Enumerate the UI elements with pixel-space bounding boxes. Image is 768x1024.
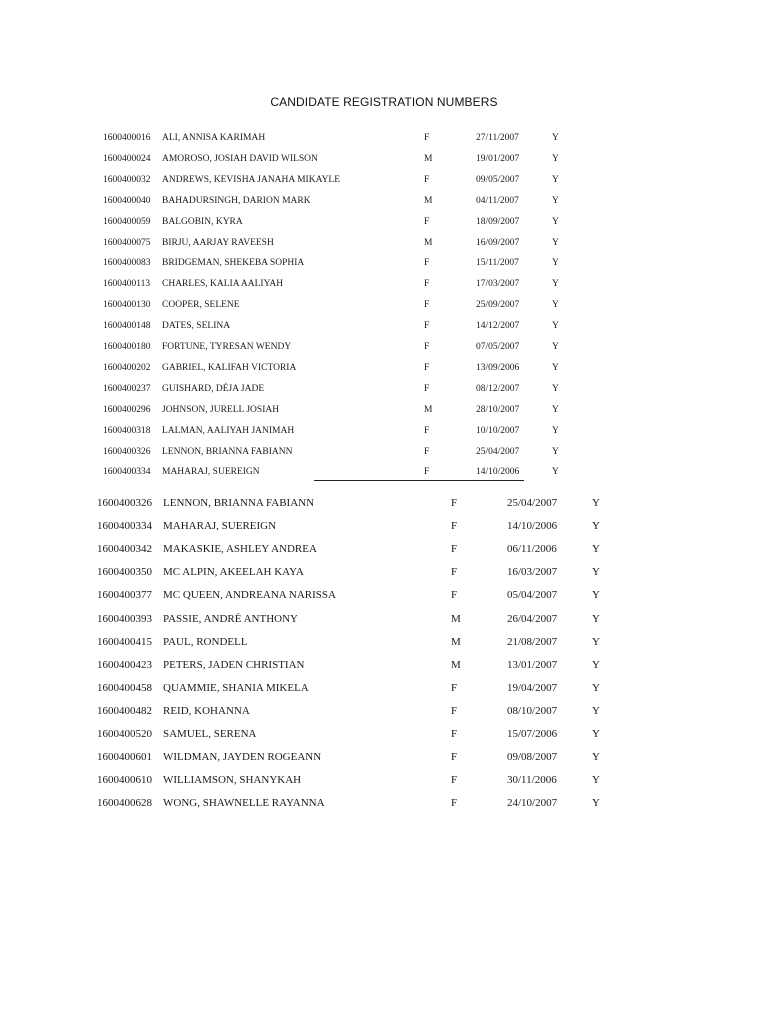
date-of-birth: 25/04/2007 <box>476 446 520 457</box>
candidate-name: ALI, ANNISA KARIMAH <box>162 133 266 143</box>
candidate-sex: F <box>424 133 430 143</box>
date-of-birth: 25/09/2007 <box>476 300 520 311</box>
registration-number: 1600400202 <box>103 362 151 373</box>
status-flag: Y <box>592 728 600 740</box>
registration-number: 1600400148 <box>103 321 151 332</box>
registration-number: 1600400059 <box>103 216 151 227</box>
date-of-birth: 21/08/2007 <box>507 635 558 648</box>
status-flag: Y <box>552 446 559 457</box>
date-of-birth: 13/09/2006 <box>476 362 520 373</box>
candidate-name: BIRJU, AARJAY RAVEESH <box>162 237 274 248</box>
candidate-name: GUISHARD, DÉJA JADE <box>162 383 265 394</box>
registration-number: 1600400350 <box>97 566 152 579</box>
candidate-name: PETERS, JADEN CHRISTIAN <box>163 658 305 671</box>
status-flag: Y <box>552 321 559 332</box>
status-flag: Y <box>552 404 559 415</box>
date-of-birth: 14/10/2006 <box>507 520 558 533</box>
candidate-sex: F <box>451 681 458 694</box>
status-flag: Y <box>552 425 559 436</box>
candidate-name: DATES, SELINA <box>162 321 231 332</box>
status-flag: Y <box>592 589 600 602</box>
candidate-name: LENNON, BRIANNA FABIANN <box>163 497 315 509</box>
candidate-sex: M <box>451 635 461 648</box>
candidate-sex: F <box>424 362 430 373</box>
status-flag: Y <box>552 237 559 248</box>
registration-number: 1600400326 <box>103 446 151 457</box>
candidate-name: MAHARAJ, SUEREIGN <box>163 520 277 533</box>
registration-number: 1600400130 <box>103 300 151 311</box>
status-flag: Y <box>552 133 559 143</box>
candidate-sex: F <box>451 797 458 810</box>
candidate-sex: F <box>424 425 430 436</box>
candidate-name: JOHNSON, JURELL JOSIAH <box>162 404 280 415</box>
candidate-name: MAKASKIE, ASHLEY ANDREA <box>163 543 317 556</box>
date-of-birth: 16/03/2007 <box>507 566 558 579</box>
date-of-birth: 08/12/2007 <box>476 383 520 394</box>
registration-number: 1600400024 <box>103 153 151 164</box>
candidate-sex: F <box>424 342 430 352</box>
candidate-sex: F <box>451 520 458 533</box>
candidate-sex: F <box>451 589 458 602</box>
registration-number: 1600400628 <box>97 797 152 810</box>
underline-rule <box>314 480 524 481</box>
candidate-sex: F <box>424 216 430 227</box>
candidate-sex: F <box>451 566 458 579</box>
candidate-sex: M <box>424 237 433 248</box>
registration-number: 1600400075 <box>103 237 151 248</box>
candidate-sex: M <box>424 404 433 415</box>
candidate-sex: F <box>424 279 430 290</box>
candidate-name: LENNON, BRIANNA FABIANN <box>162 446 293 457</box>
candidate-sex: F <box>424 467 430 478</box>
candidate-sex: F <box>424 174 430 185</box>
candidate-name: SAMUEL, SERENA <box>163 728 257 740</box>
date-of-birth: 09/08/2007 <box>507 751 558 764</box>
registration-number: 1600400296 <box>103 404 151 415</box>
page-title: CANDIDATE REGISTRATION NUMBERS <box>270 95 498 109</box>
date-of-birth: 17/03/2007 <box>476 279 520 290</box>
candidate-name: ANDREWS, KEVISHA JANAHA MIKAYLE <box>162 174 341 185</box>
registration-number: 1600400415 <box>97 635 152 648</box>
candidate-sex: F <box>424 321 430 332</box>
candidate-name: GABRIEL, KALIFAH VICTORIA <box>162 362 297 373</box>
date-of-birth: 15/07/2006 <box>507 728 558 740</box>
date-of-birth: 08/10/2007 <box>507 704 558 717</box>
candidate-name: BALGOBIN, KYRA <box>162 216 243 227</box>
candidate-sex: F <box>451 497 458 509</box>
candidate-name: LALMAN, AALIYAH JANIMAH <box>162 425 295 436</box>
date-of-birth: 18/09/2007 <box>476 216 520 227</box>
status-flag: Y <box>592 704 600 717</box>
candidate-sex: M <box>451 612 461 625</box>
date-of-birth: 28/10/2007 <box>476 404 520 415</box>
candidate-name: MC ALPIN, AKEELAH KAYA <box>163 566 304 579</box>
candidate-name: BAHADURSINGH, DARION MARK <box>162 195 311 206</box>
registration-number: 1600400326 <box>97 497 152 509</box>
date-of-birth: 07/05/2007 <box>476 342 520 352</box>
candidate-name: WONG, SHAWNELLE RAYANNA <box>163 797 325 810</box>
candidate-sex: F <box>424 446 430 457</box>
candidate-name: WILLIAMSON, SHANYKAH <box>163 774 302 787</box>
status-flag: Y <box>552 258 559 269</box>
status-flag: Y <box>552 216 559 227</box>
date-of-birth: 10/10/2007 <box>476 425 520 436</box>
candidate-name: MC QUEEN, ANDREANA NARISSA <box>163 589 336 602</box>
registration-number: 1600400083 <box>103 258 151 269</box>
candidate-name: MAHARAJ, SUEREIGN <box>162 467 260 478</box>
status-flag: Y <box>592 658 600 671</box>
status-flag: Y <box>592 751 600 764</box>
registration-number: 1600400423 <box>97 658 152 671</box>
date-of-birth: 19/04/2007 <box>507 681 558 694</box>
candidate-name: CHARLES, KALIA AALIYAH <box>162 279 284 290</box>
status-flag: Y <box>592 635 600 648</box>
candidate-sex: F <box>451 704 458 717</box>
date-of-birth: 19/01/2007 <box>476 153 520 164</box>
candidate-sex: F <box>424 258 430 269</box>
date-of-birth: 13/01/2007 <box>507 658 558 671</box>
date-of-birth: 09/05/2007 <box>476 174 520 185</box>
candidate-name: FORTUNE, TYRESAN WENDY <box>162 342 292 352</box>
registration-number: 1600400040 <box>103 195 151 206</box>
registration-number: 1600400458 <box>97 681 152 694</box>
status-flag: Y <box>552 174 559 185</box>
registration-number: 1600400601 <box>97 751 152 764</box>
candidate-name: BRIDGEMAN, SHEKEBA SOPHIA <box>162 258 305 269</box>
status-flag: Y <box>552 342 559 352</box>
status-flag: Y <box>592 681 600 694</box>
date-of-birth: 27/11/2007 <box>476 133 519 143</box>
status-flag: Y <box>592 566 600 579</box>
date-of-birth: 26/04/2007 <box>507 612 558 625</box>
candidate-name: COOPER, SELENE <box>162 300 240 311</box>
status-flag: Y <box>592 797 600 810</box>
status-flag: Y <box>552 467 559 478</box>
candidate-sex: M <box>424 195 433 206</box>
candidate-name: REID, KOHANNA <box>163 704 250 717</box>
date-of-birth: 16/09/2007 <box>476 237 520 248</box>
candidate-name: QUAMMIE, SHANIA MIKELA <box>163 681 309 694</box>
date-of-birth: 06/11/2006 <box>507 543 557 556</box>
registration-number: 1600400237 <box>103 383 151 394</box>
status-flag: Y <box>592 520 600 533</box>
status-flag: Y <box>552 362 559 373</box>
candidate-name: PAUL, RONDELL <box>163 635 248 648</box>
candidate-sex: F <box>424 383 430 394</box>
candidate-sex: F <box>451 728 458 740</box>
registration-number: 1600400334 <box>97 520 152 533</box>
date-of-birth: 05/04/2007 <box>507 589 558 602</box>
candidate-sex: M <box>451 658 461 671</box>
registration-number: 1600400342 <box>97 543 152 556</box>
registration-number: 1600400393 <box>97 612 152 625</box>
date-of-birth: 14/10/2006 <box>476 467 520 478</box>
registration-number: 1600400377 <box>97 589 152 602</box>
registration-number: 1600400113 <box>103 279 151 290</box>
candidate-name: AMOROSO, JOSIAH DAVID WILSON <box>162 153 318 164</box>
candidate-name: WILDMAN, JAYDEN ROGEANN <box>163 751 322 764</box>
date-of-birth: 24/10/2007 <box>507 797 558 810</box>
candidate-sex: F <box>424 300 430 311</box>
status-flag: Y <box>552 383 559 394</box>
date-of-birth: 15/11/2007 <box>476 258 519 269</box>
date-of-birth: 30/11/2006 <box>507 774 557 787</box>
status-flag: Y <box>592 497 600 509</box>
date-of-birth: 25/04/2007 <box>507 497 558 509</box>
status-flag: Y <box>552 279 559 290</box>
candidate-sex: F <box>451 751 458 764</box>
candidate-sex: F <box>451 774 458 787</box>
status-flag: Y <box>552 195 559 206</box>
candidate-sex: F <box>451 543 458 556</box>
registration-number: 1600400610 <box>97 774 152 787</box>
registration-number: 1600400520 <box>97 728 152 740</box>
registration-number: 1600400180 <box>103 342 151 352</box>
status-flag: Y <box>592 543 600 556</box>
date-of-birth: 04/11/2007 <box>476 195 519 206</box>
registration-number: 1600400016 <box>103 133 151 143</box>
registration-number: 1600400318 <box>103 425 151 436</box>
candidate-sex: M <box>424 153 433 164</box>
date-of-birth: 14/12/2007 <box>476 321 520 332</box>
status-flag: Y <box>592 612 600 625</box>
candidate-name: PASSIE, ANDRÉ ANTHONY <box>163 612 298 625</box>
status-flag: Y <box>552 300 559 311</box>
registration-number: 1600400482 <box>97 704 152 717</box>
status-flag: Y <box>552 153 559 164</box>
status-flag: Y <box>592 774 600 787</box>
registration-number: 1600400032 <box>103 174 151 185</box>
registration-number: 1600400334 <box>103 467 151 478</box>
